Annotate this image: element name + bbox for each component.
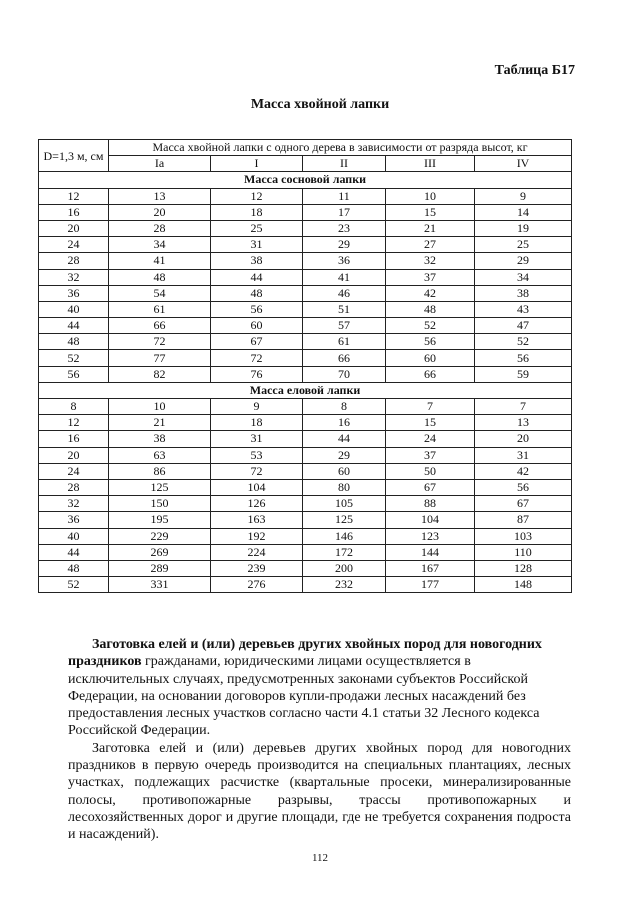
data-table [38, 139, 572, 593]
mass-cell: 24 [386, 431, 475, 447]
section-header-row [39, 382, 572, 398]
mass-cell: 276 [211, 577, 303, 593]
mass-cell: 167 [386, 560, 475, 576]
mass-cell: 27 [386, 237, 475, 253]
table-row [39, 577, 572, 593]
mass-cell: 229 [109, 528, 211, 544]
mass-cell: 128 [475, 560, 572, 576]
table-row [39, 528, 572, 544]
diameter-cell: 28 [39, 479, 109, 495]
mass-cell: 19 [475, 220, 572, 236]
mass-cell: 88 [386, 496, 475, 512]
mass-cell: 29 [303, 237, 386, 253]
header-class: III [386, 156, 475, 172]
header-class: II [303, 156, 386, 172]
table-row [39, 188, 572, 204]
mass-cell: 12 [211, 188, 303, 204]
mass-cell: 104 [386, 512, 475, 528]
diameter-cell: 24 [39, 237, 109, 253]
mass-cell: 23 [303, 220, 386, 236]
table-row [39, 463, 572, 479]
mass-cell: 177 [386, 577, 475, 593]
table-row [39, 334, 572, 350]
mass-cell: 67 [386, 479, 475, 495]
header-row [39, 140, 572, 156]
mass-cell: 20 [109, 204, 211, 220]
diameter-cell: 20 [39, 447, 109, 463]
mass-cell: 50 [386, 463, 475, 479]
mass-cell: 13 [475, 415, 572, 431]
mass-cell: 150 [109, 496, 211, 512]
diameter-cell: 36 [39, 285, 109, 301]
mass-cell: 104 [211, 479, 303, 495]
mass-cell: 15 [386, 204, 475, 220]
mass-cell: 195 [109, 512, 211, 528]
mass-cell: 172 [303, 544, 386, 560]
table-row [39, 318, 572, 334]
mass-cell: 289 [109, 560, 211, 576]
mass-cell: 57 [303, 318, 386, 334]
mass-cell: 38 [475, 285, 572, 301]
body-text [68, 636, 571, 844]
mass-cell: 52 [386, 318, 475, 334]
diameter-cell: 12 [39, 188, 109, 204]
mass-cell: 82 [109, 366, 211, 382]
diameter-cell: 52 [39, 577, 109, 593]
table-row [39, 350, 572, 366]
mass-cell: 48 [109, 269, 211, 285]
diameter-cell: 40 [39, 528, 109, 544]
mass-cell: 31 [475, 447, 572, 463]
table-row [39, 253, 572, 269]
mass-cell: 13 [109, 188, 211, 204]
mass-cell: 10 [109, 399, 211, 415]
header-main: Масса хвойной лапки с одного дерева в зависимости от разряда высот, кг [109, 140, 572, 156]
diameter-cell: 52 [39, 350, 109, 366]
diameter-cell: 24 [39, 463, 109, 479]
diameter-cell: 32 [39, 496, 109, 512]
mass-cell: 67 [475, 496, 572, 512]
table-row [39, 512, 572, 528]
mass-cell: 37 [386, 269, 475, 285]
mass-cell: 66 [386, 366, 475, 382]
mass-cell: 18 [211, 415, 303, 431]
diameter-cell: 40 [39, 301, 109, 317]
table-row [39, 431, 572, 447]
mass-cell: 61 [109, 301, 211, 317]
mass-cell: 41 [109, 253, 211, 269]
mass-cell: 44 [211, 269, 303, 285]
mass-cell: 34 [109, 237, 211, 253]
section-title: Масса еловой лапки [39, 382, 572, 398]
mass-cell: 123 [386, 528, 475, 544]
mass-cell: 44 [303, 431, 386, 447]
mass-cell: 37 [386, 447, 475, 463]
mass-cell: 163 [211, 512, 303, 528]
mass-cell: 42 [386, 285, 475, 301]
table-row [39, 301, 572, 317]
mass-cell: 269 [109, 544, 211, 560]
mass-cell: 103 [475, 528, 572, 544]
mass-cell: 77 [109, 350, 211, 366]
mass-cell: 60 [386, 350, 475, 366]
table-row [39, 560, 572, 576]
mass-cell: 224 [211, 544, 303, 560]
mass-cell: 36 [303, 253, 386, 269]
paragraph [68, 636, 571, 740]
mass-cell: 87 [475, 512, 572, 528]
mass-cell: 9 [211, 399, 303, 415]
mass-cell: 144 [386, 544, 475, 560]
table-caption: Таблица Б17 [494, 63, 575, 78]
mass-cell: 11 [303, 188, 386, 204]
table-row [39, 415, 572, 431]
diameter-cell: 48 [39, 334, 109, 350]
table-row [39, 269, 572, 285]
mass-cell: 125 [109, 479, 211, 495]
mass-cell: 28 [109, 220, 211, 236]
diameter-cell: 20 [39, 220, 109, 236]
mass-cell: 56 [211, 301, 303, 317]
mass-cell: 63 [109, 447, 211, 463]
header-class: Ia [109, 156, 211, 172]
mass-cell: 14 [475, 204, 572, 220]
mass-cell: 61 [303, 334, 386, 350]
mass-cell: 15 [386, 415, 475, 431]
mass-cell: 29 [303, 447, 386, 463]
mass-cell: 86 [109, 463, 211, 479]
mass-cell: 47 [475, 318, 572, 334]
mass-cell: 38 [109, 431, 211, 447]
diameter-cell: 28 [39, 253, 109, 269]
diameter-cell: 16 [39, 204, 109, 220]
diameter-cell: 12 [39, 415, 109, 431]
mass-cell: 72 [211, 463, 303, 479]
mass-cell: 21 [109, 415, 211, 431]
mass-cell: 192 [211, 528, 303, 544]
mass-cell: 48 [386, 301, 475, 317]
table-row [39, 447, 572, 463]
mass-cell: 60 [303, 463, 386, 479]
mass-cell: 80 [303, 479, 386, 495]
mass-cell: 10 [386, 188, 475, 204]
diameter-cell: 44 [39, 318, 109, 334]
diameter-cell: 16 [39, 431, 109, 447]
mass-cell: 110 [475, 544, 572, 560]
section-header-row [39, 172, 572, 188]
mass-cell: 7 [386, 399, 475, 415]
mass-cell: 70 [303, 366, 386, 382]
mass-cell: 7 [475, 399, 572, 415]
mass-cell: 25 [475, 237, 572, 253]
mass-cell: 20 [475, 431, 572, 447]
diameter-cell: 36 [39, 512, 109, 528]
mass-cell: 31 [211, 237, 303, 253]
table-title: Масса хвойной лапки [250, 97, 390, 112]
mass-cell: 59 [475, 366, 572, 382]
mass-cell: 34 [475, 269, 572, 285]
header-class: I [211, 156, 303, 172]
mass-cell: 56 [475, 479, 572, 495]
mass-cell: 32 [386, 253, 475, 269]
mass-cell: 42 [475, 463, 572, 479]
diameter-cell: 8 [39, 399, 109, 415]
table-row [39, 220, 572, 236]
mass-cell: 72 [109, 334, 211, 350]
paragraph-text: Заготовка елей и (или) деревьев других хвойных пород для новогодних праздников в первую очередь производится на специальных плантациях, лесных участках, подлежащих расчистке (квартальные просеки, минерализированные полосы, противопожарные разрывы, трассы противопожарных и лесохозяйственных дорог и другие площади, где не требуется сохранения подроста и насаждений). [68, 740, 571, 843]
mass-cell: 51 [303, 301, 386, 317]
mass-cell: 105 [303, 496, 386, 512]
mass-cell: 38 [211, 253, 303, 269]
mass-cell: 76 [211, 366, 303, 382]
mass-cell: 46 [303, 285, 386, 301]
mass-cell: 66 [303, 350, 386, 366]
page-number: 112 [311, 852, 329, 864]
section-title: Масса сосновой лапки [39, 172, 572, 188]
mass-cell: 8 [303, 399, 386, 415]
mass-cell: 126 [211, 496, 303, 512]
mass-cell: 54 [109, 285, 211, 301]
mass-cell: 67 [211, 334, 303, 350]
mass-cell: 17 [303, 204, 386, 220]
mass-cell: 239 [211, 560, 303, 576]
mass-cell: 41 [303, 269, 386, 285]
mass-cell: 148 [475, 577, 572, 593]
mass-cell: 125 [303, 512, 386, 528]
header-classes-row [39, 156, 572, 172]
mass-cell: 29 [475, 253, 572, 269]
table-row [39, 544, 572, 560]
diameter-cell: 32 [39, 269, 109, 285]
table-row [39, 285, 572, 301]
mass-cell: 21 [386, 220, 475, 236]
table-row [39, 479, 572, 495]
mass-cell: 16 [303, 415, 386, 431]
paragraph-text: гражданами, юридическими лицами осуществляется в исключительных случаях, предусмотренных законами субъектов Российской Федерации, на основании договоров купли-продажи лесных насаждений без предоставления лесных участков согласно части 4.1 статьи 32 Лесного кодекса Российской Федерации. [68, 654, 540, 739]
table-row [39, 399, 572, 415]
table-body [39, 140, 572, 593]
mass-cell: 56 [475, 350, 572, 366]
mass-cell: 18 [211, 204, 303, 220]
mass-cell: 31 [211, 431, 303, 447]
table-row [39, 496, 572, 512]
mass-cell: 232 [303, 577, 386, 593]
mass-cell: 9 [475, 188, 572, 204]
table-row [39, 366, 572, 382]
header-diameter: D=1,3 м, см [39, 140, 109, 172]
diameter-cell: 44 [39, 544, 109, 560]
mass-cell: 52 [475, 334, 572, 350]
mass-cell: 53 [211, 447, 303, 463]
mass-cell: 200 [303, 560, 386, 576]
header-class: IV [475, 156, 572, 172]
mass-cell: 146 [303, 528, 386, 544]
table-row [39, 204, 572, 220]
mass-cell: 331 [109, 577, 211, 593]
mass-cell: 60 [211, 318, 303, 334]
paragraph-bold-lead: Заготовка елей и (или) деревьев других хвойных пород для новогодних праздников [68, 637, 542, 670]
mass-cell: 56 [386, 334, 475, 350]
paragraph [68, 740, 571, 844]
mass-cell: 43 [475, 301, 572, 317]
table-row [39, 237, 572, 253]
mass-cell: 66 [109, 318, 211, 334]
diameter-cell: 56 [39, 366, 109, 382]
mass-cell: 72 [211, 350, 303, 366]
diameter-cell: 48 [39, 560, 109, 576]
mass-cell: 48 [211, 285, 303, 301]
mass-cell: 25 [211, 220, 303, 236]
